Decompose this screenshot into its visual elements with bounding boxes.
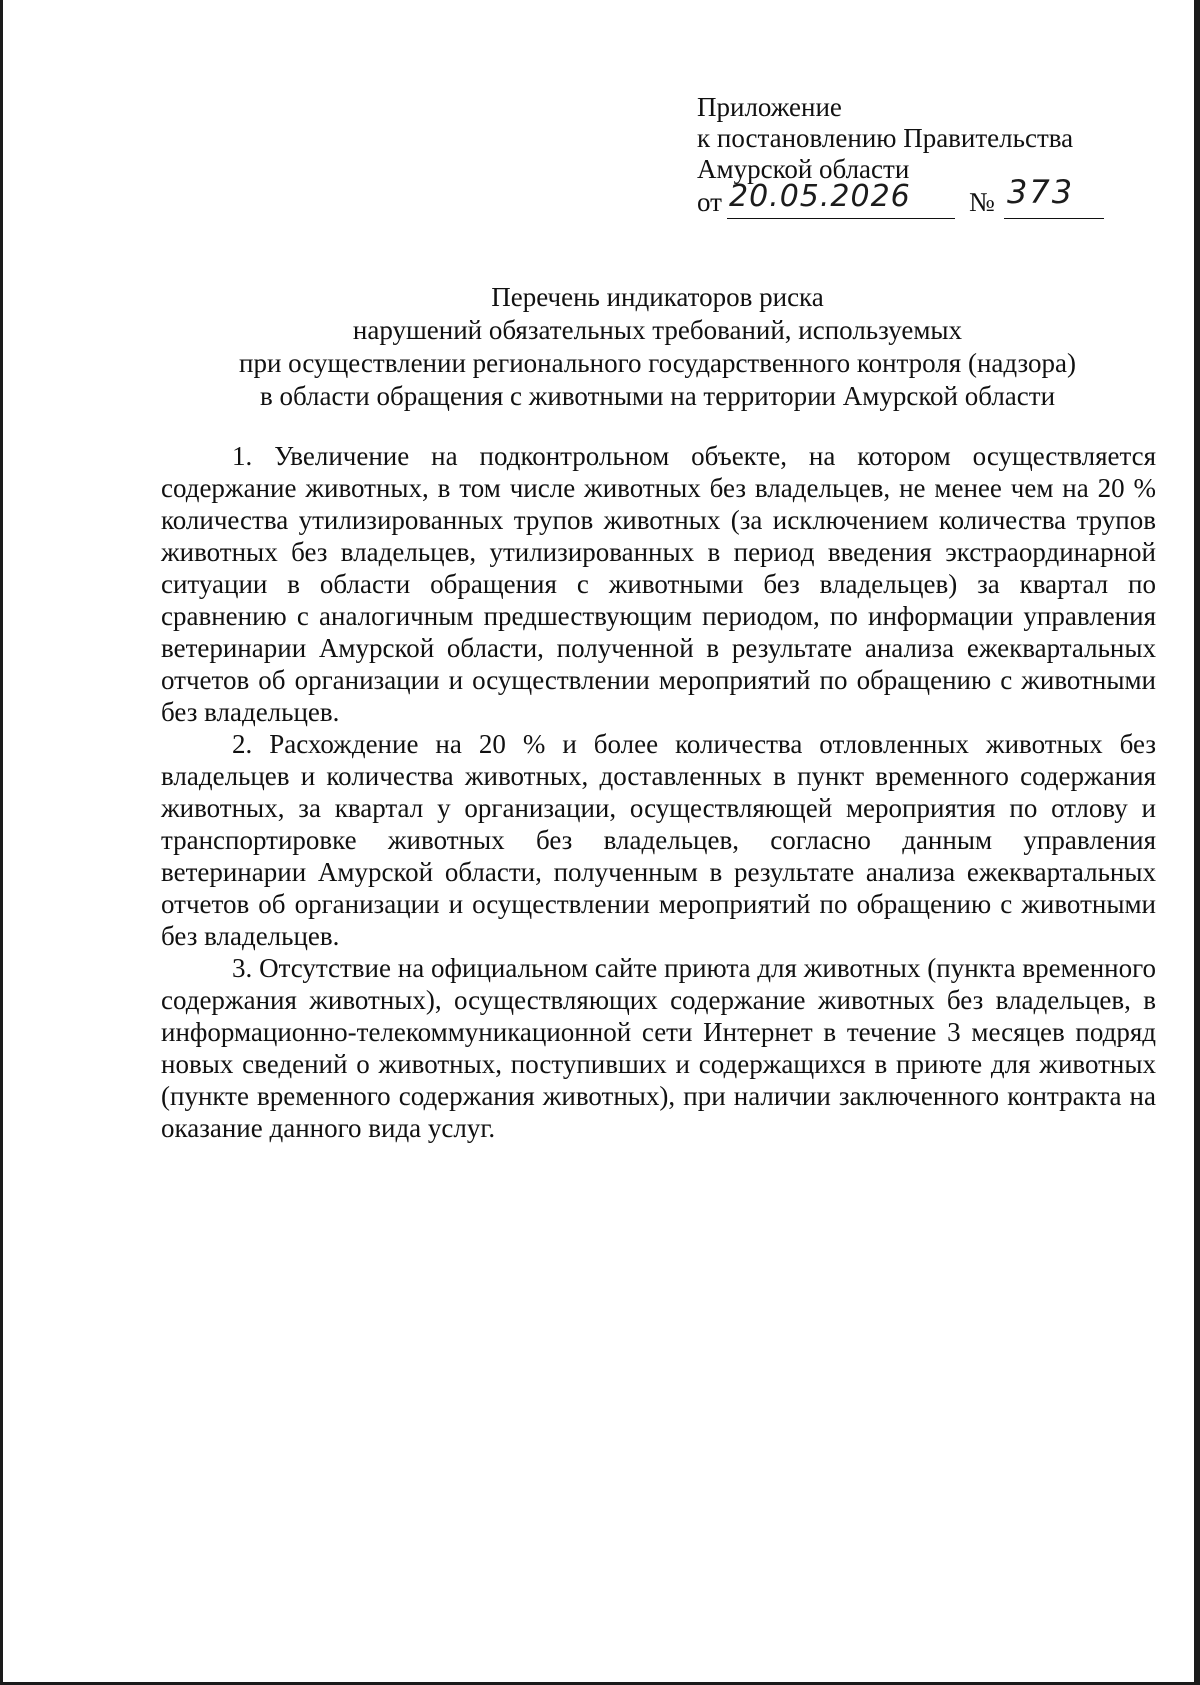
risk-indicator-3: 3. Отсутствие на официальном сайте приюта для животных (пункта временного содержания животных), осуществляющих содержание животных без владельцев, в информационно-телекоммуникационной сети Интернет в течение 3 месяцев подряд новых сведений о животных, поступивших и содержащихся в приюте для животных (пункте временного содержания животных), при наличии заключенного контракта на оказание данного вида услуг. [161, 953, 1156, 1143]
scan-border-left [0, 0, 3, 1685]
appendix-header [697, 92, 1117, 219]
risk-indicator-2: 2. Расхождение на 20 % и более количества отловленных животных без владельцев и количества животных, доставленных в пункт временного содержания животных, за квартал у организации, осуществляющей мероприятия по отлову и транспортировке животных без владельцев, согласно данным управления ветеринарии Амурской области, полученным в результате анализа ежеквартальных отчетов об организации и осуществлении мероприятий по обращению с животными без владельцев. [161, 729, 1156, 951]
number-underline [1004, 218, 1104, 219]
handwritten-number: 373 [1007, 173, 1075, 211]
date-underline [727, 218, 955, 219]
risk-indicator-1: 1. Увеличение на подконтрольном объекте, на котором осуществляется содержание животных, в том числе животных без владельцев, не менее чем на 20 % количества утилизированных трупов животных (за исключением количества трупов животных без владельцев, утилизированных в период введения экстраординарной ситуации в области обращения с животными без владельцев) за квартал по сравнению с аналогичным предшествующим периодом, по информации управления ветеринарии Амурской области, полученной в результате анализа ежеквартальных отчетов об организации и осуществлении мероприятий по обращению с животными без владельцев. [161, 441, 1156, 727]
title-line-4: в области обращения с животными на территории Амурской области [259, 381, 1056, 411]
number-sign: № [969, 187, 995, 217]
document-body [161, 440, 1156, 1144]
title-line-1: Перечень индикаторов риска [491, 282, 824, 312]
document-title [160, 281, 1155, 413]
scan-border-right [1194, 0, 1200, 1685]
date-prefix: от [697, 187, 722, 217]
appendix-date-number-line [697, 173, 1117, 219]
appendix-resolution-ref: к постановлению Правительства [697, 123, 1074, 153]
title-line-3: при осуществлении регионального государственного контроля (надзора) [239, 348, 1076, 378]
appendix-region: Амурской области [697, 154, 910, 184]
handwritten-date: 20.05.2026 [729, 179, 911, 214]
title-line-2: нарушений обязательных требований, используемых [352, 315, 963, 345]
appendix-label: Приложение [697, 92, 842, 122]
